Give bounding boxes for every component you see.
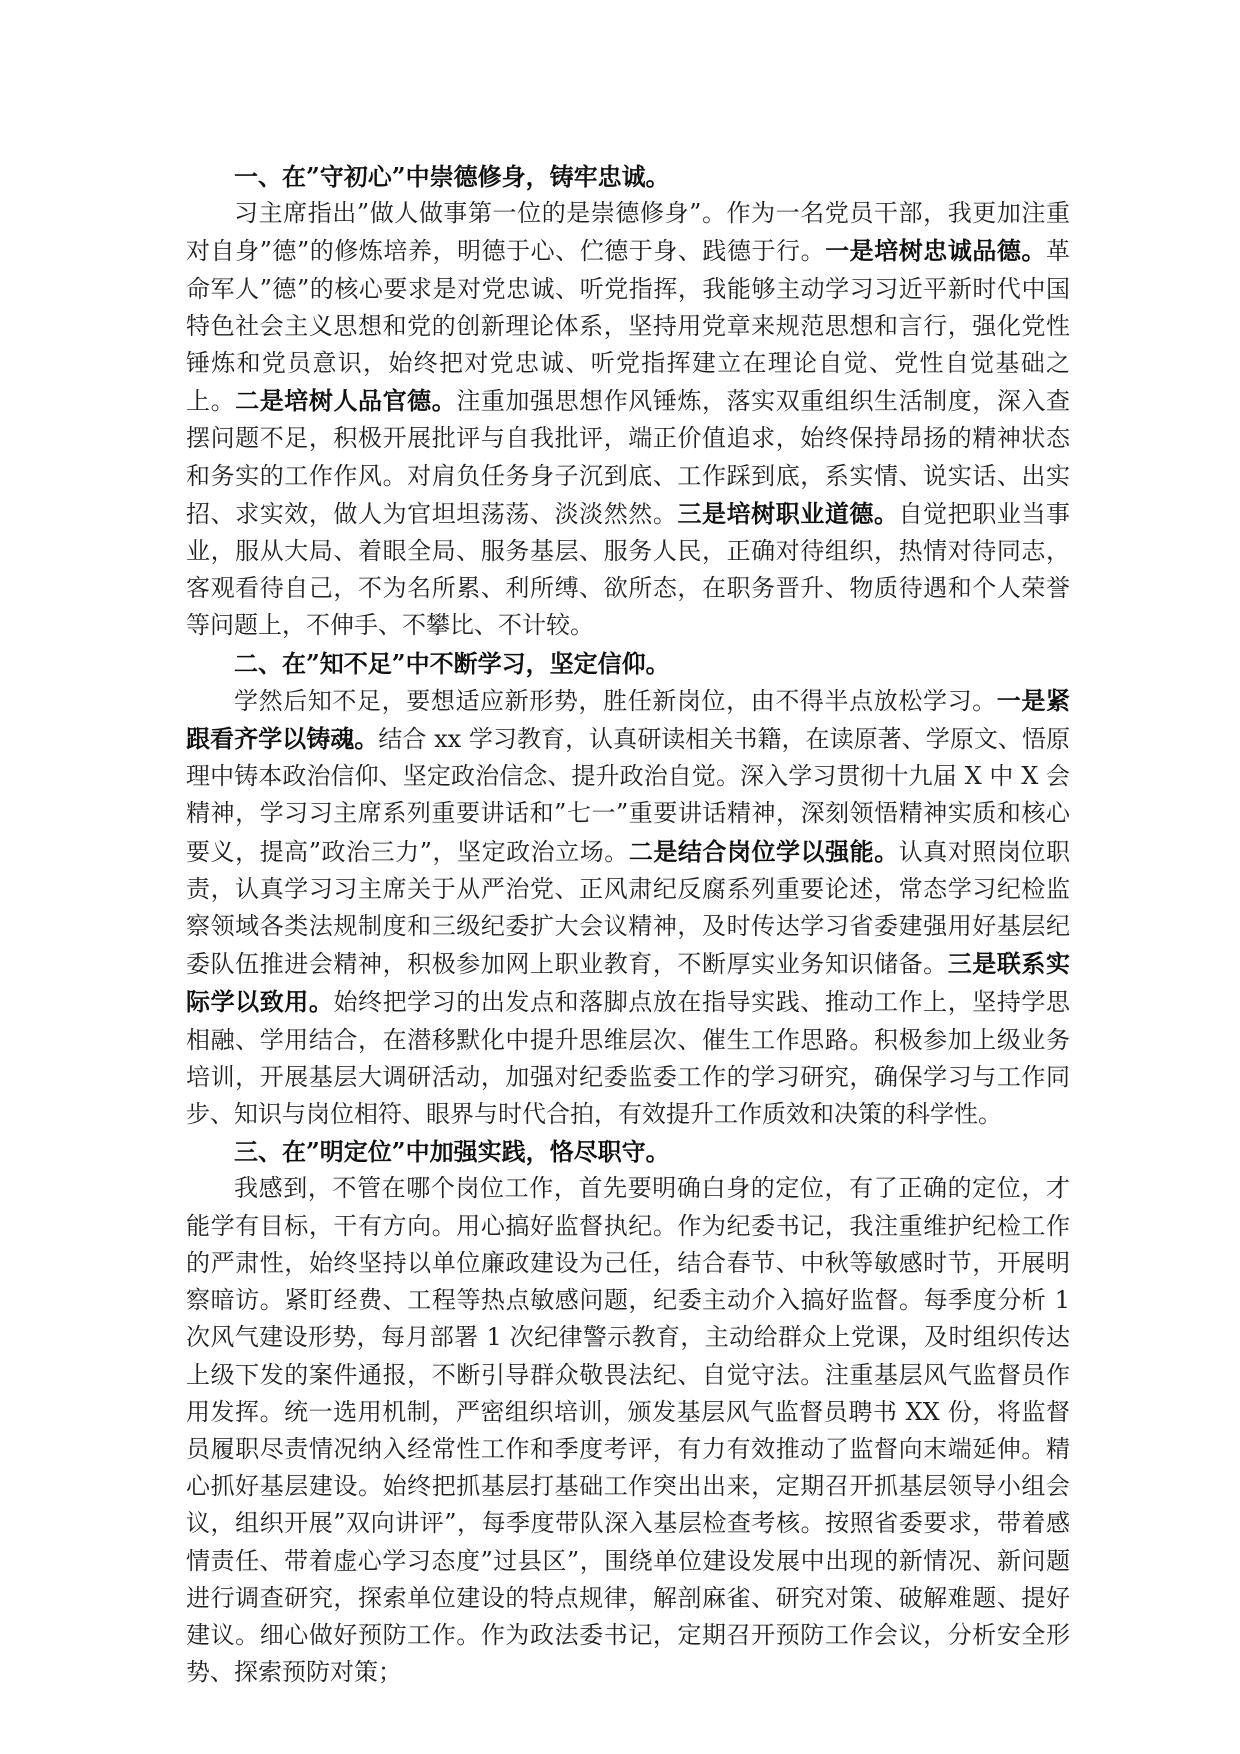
section-3-heading: 三、在”明定位”中加强实践，恪尽职守。: [234, 1137, 670, 1167]
section-2-paragraph: [186, 682, 1070, 1133]
section-2-heading: 二、在”知不足”中不断学习，坚定信仰。: [234, 648, 670, 678]
bold-lead-phrase: 二是结合岗位学以强能。: [628, 836, 899, 866]
paragraph-text: 认真对照岗位职责，认真学习习主席关于从严治党、正风肃纪反腐系列重要论述，常态学习纪检监察领域各类法规制度和三级纪委扩大会议精神，及时传达学习省委建强用好基层纪委队伍推进会精神，积极参加网上职业教育，不断厚实业务知识储备。: [186, 837, 1071, 979]
paragraph-text: 自觉把职业当事业，服从大局、着眼全局、服务基层、服务人民，正确对待组织，热情对待同志，客观看待自己，不为名所累、利所缚、欲所态，在职务晋升、物质待遇和个人荣誉等问题上，不伸手、不攀比、不计较。: [186, 499, 1071, 640]
document-body: [186, 158, 1070, 1691]
bold-lead-phrase: 三是联系实际学以致用。: [186, 949, 1071, 1017]
paragraph-text: 革命军人”德”的核心要求是对党忠诚、听党指挥，我能够主动学习习近平新时代中国特色社会主义思想和党的创新理论体系，坚持用党章来规范思想和言行，强化党性锤炼和党员意识，始终把对党忠诚、听党指挥建立在理论自觉、党性自觉基础之上。: [186, 237, 1071, 416]
section-1-heading: 一、在”守初心”中崇德修身，铸牢忠诚。: [234, 162, 670, 191]
bold-lead-phrase: 三是培树职业道德。: [677, 498, 899, 528]
bold-lead-phrase: 一是培树忠诚品德。: [825, 236, 1047, 266]
bold-lead-phrase: 二是培树人品官德。: [235, 386, 457, 416]
section-3-paragraph: [186, 1170, 1070, 1691]
paragraph-text: 习主席指出”做人做事第一位的是崇德修身”。作为一名党员干部，我更加注重对自身”德”的修炼培养，明德于心、伫德于身、践德于行。: [186, 199, 1070, 266]
paragraph-text: 我感到，不管在哪个岗位工作，首先要明确白身的定位，有了正确的定位，才能学有目标，干有方向。用心搞好监督执纪。作为纪委书记，我注重维护纪检工作的严肃性，始终坚持以单位廉政建设为己任，结合春节、中秋等敏感时节，开展明察暗访。紧盯经费、工程等热点敏感问题，纪委主动介入搞好监督。每季度分析 1 次风气建设形势，每月部署 1 次纪律警示教育，主动给群众上党课，及时组织传达上级下发的案件通报，不断引导群众敬畏法纪、自觉守法。注重基层风气监督员作用发挥。统一选用机制，严密组织培训，颁发基层风气监督员聘书 XX 份，将监督员履职尽责情况纳入经常性工作和季度考评，有力有效推动了监督向末端延伸。精心抓好基层建设。始终把抓基层打基础工作突出出来，定期召开抓基层领导小组会议，组织开展”双向讲评”，每季度带队深入基层检查考核。按照省委要求，带着感情责任、带着虚心学习态度”过县区”，围绕单位建设发展中出现的新情况、新问题进行调查研究，探索单位建设的特点规律，解剖麻雀、研究对策、破解难题、提好建议。细心做好预防工作。作为政法委书记，定期召开预防工作会议，分析安全形势、探索预防对策；: [186, 1174, 1070, 1687]
paragraph-text: 注重加强思想作风锤炼，落实双重组织生活制度，深入查摆问题不足，积极开展批评与自我批评，端正价值追求，始终保持昂扬的精神状态和务实的工作作风。对肩负任务身子沉到底、工作踩到底，系实情、说实话、出实招、求实效，做人为官坦坦荡荡、淡淡然然。: [186, 387, 1071, 528]
bold-lead-phrase: 一是紧跟看齐学以铸魂。: [186, 685, 1071, 754]
paragraph-text: 始终把学习的出发点和落脚点放在指导实践、推动工作上，坚持学思相融、学用结合，在潜移默化中提升思维层次、催生工作思路。积极参加上级业务培训，开展基层大调研活动，加强对纪委监委工作的学习研究，确保学习与工作同步、知识与岗位相符、眼界与时代合拍，有效提升工作质效和决策的科学性。: [186, 988, 1071, 1129]
section-1-paragraph: [186, 195, 1070, 644]
paragraph-text: 结合 xx 学习教育，认真研读相关书籍，在读原著、学原文、悟原理中铸本政治信仰、坚定政治信念、提升政治自觉。深入学习贯彻十九届 X 中 X 会精神，学习习主席系列重要讲话和”七一”重要讲话精神，深刻领悟精神实质和核心要义，提高”政治三力”，坚定政治立场。: [186, 725, 1071, 866]
paragraph-text: 学然后知不足，要想适应新形势，胜任新岗位，由不得半点放松学习。: [234, 686, 997, 715]
